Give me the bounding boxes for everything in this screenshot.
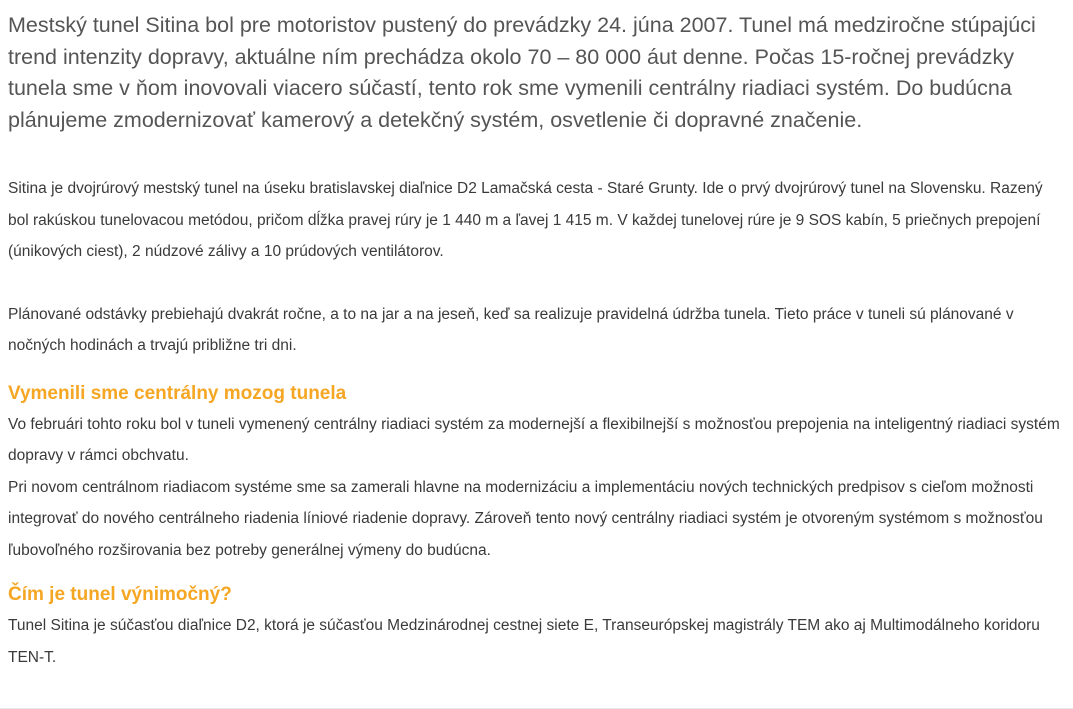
section-heading-control-system: Vymenili sme centrálny mozog tunela [8, 382, 347, 404]
uniqueness-paragraph: Tunel Sitina je súčasťou diaľnice D2, ktorá je súčasťou Medzinárodnej cestnej siete E, Transeurópskej magistrály TEM ako aj Multimodálneho koridoru TEN-T. [8, 617, 1040, 666]
lead-paragraph: Mestský tunel Sitina bol pre motoristov pustený do prevádzky 24. júna 2007. Tunel má medziročne stúpajúci trend intenzity dopravy, aktuálne ním prechádza okolo 70 – 80 000 áut denne. Počas 15-ročnej prevádzky tunela sme v ňom inovovali viacero súčastí, tento rok sme vymenili centrálny riadiaci systém. Do budúcna plánujeme zmodernizovať kamerový a detekčný systém, osvetlenie či dopravné značenie. [8, 13, 1036, 132]
article-content [0, 10, 1073, 709]
control-system-paragraph-2: Pri novom centrálnom riadiacom systéme sme sa zamerali hlavne na modernizáciu a implementáciu nových technických predpisov s cieľom možnosti integrovať do nového centrálneho riadenia líniové riadenie dopravy. Zároveň tento nový centrálny riadiaci systém je otvoreným systémom s možnosťou ľubovoľného rozširovania bez potreby generálnej výmeny do budúcna. [8, 478, 1043, 559]
section-heading-uniqueness: Čím je tunel výnimočný? [8, 584, 232, 605]
tunnel-description-paragraph: Sitina je dvojrúrový mestský tunel na úseku bratislavskej diaľnice D2 Lamačská cesta - Staré Grunty. Ide o prvý dvojrúrový tunel na Slovensku. Razený bol rakúskou tunelovacou metódou, pričom dĺžka pravej rúry je 1 440 m a ľavej 1 415 m. V každej tunelovej rúre je 9 SOS kabín, 5 priečnych prepojení (únikových ciest), 2 núdzové zálivy a 10 prúdových ventilátorov. [8, 180, 1043, 260]
section-control-system [8, 381, 1065, 567]
section-tunnel-uniqueness [8, 582, 1065, 673]
maintenance-paragraph: Plánované odstávky prebiehajú dvakrát ročne, a to na jar a na jeseň, keď sa realizuje pravidelná údržba tunela. Tieto práce v tuneli sú plánované v nočných hodinách a trvajú približne tri dni. [8, 305, 1014, 354]
control-system-paragraph-1: Vo februári tohto roku bol v tuneli vymenený centrálny riadiaci systém za modernejší a flexibilnejší s možnosťou prepojenia na inteligentný riadiaci systém dopravy v rámci obchvatu. [8, 415, 1060, 464]
